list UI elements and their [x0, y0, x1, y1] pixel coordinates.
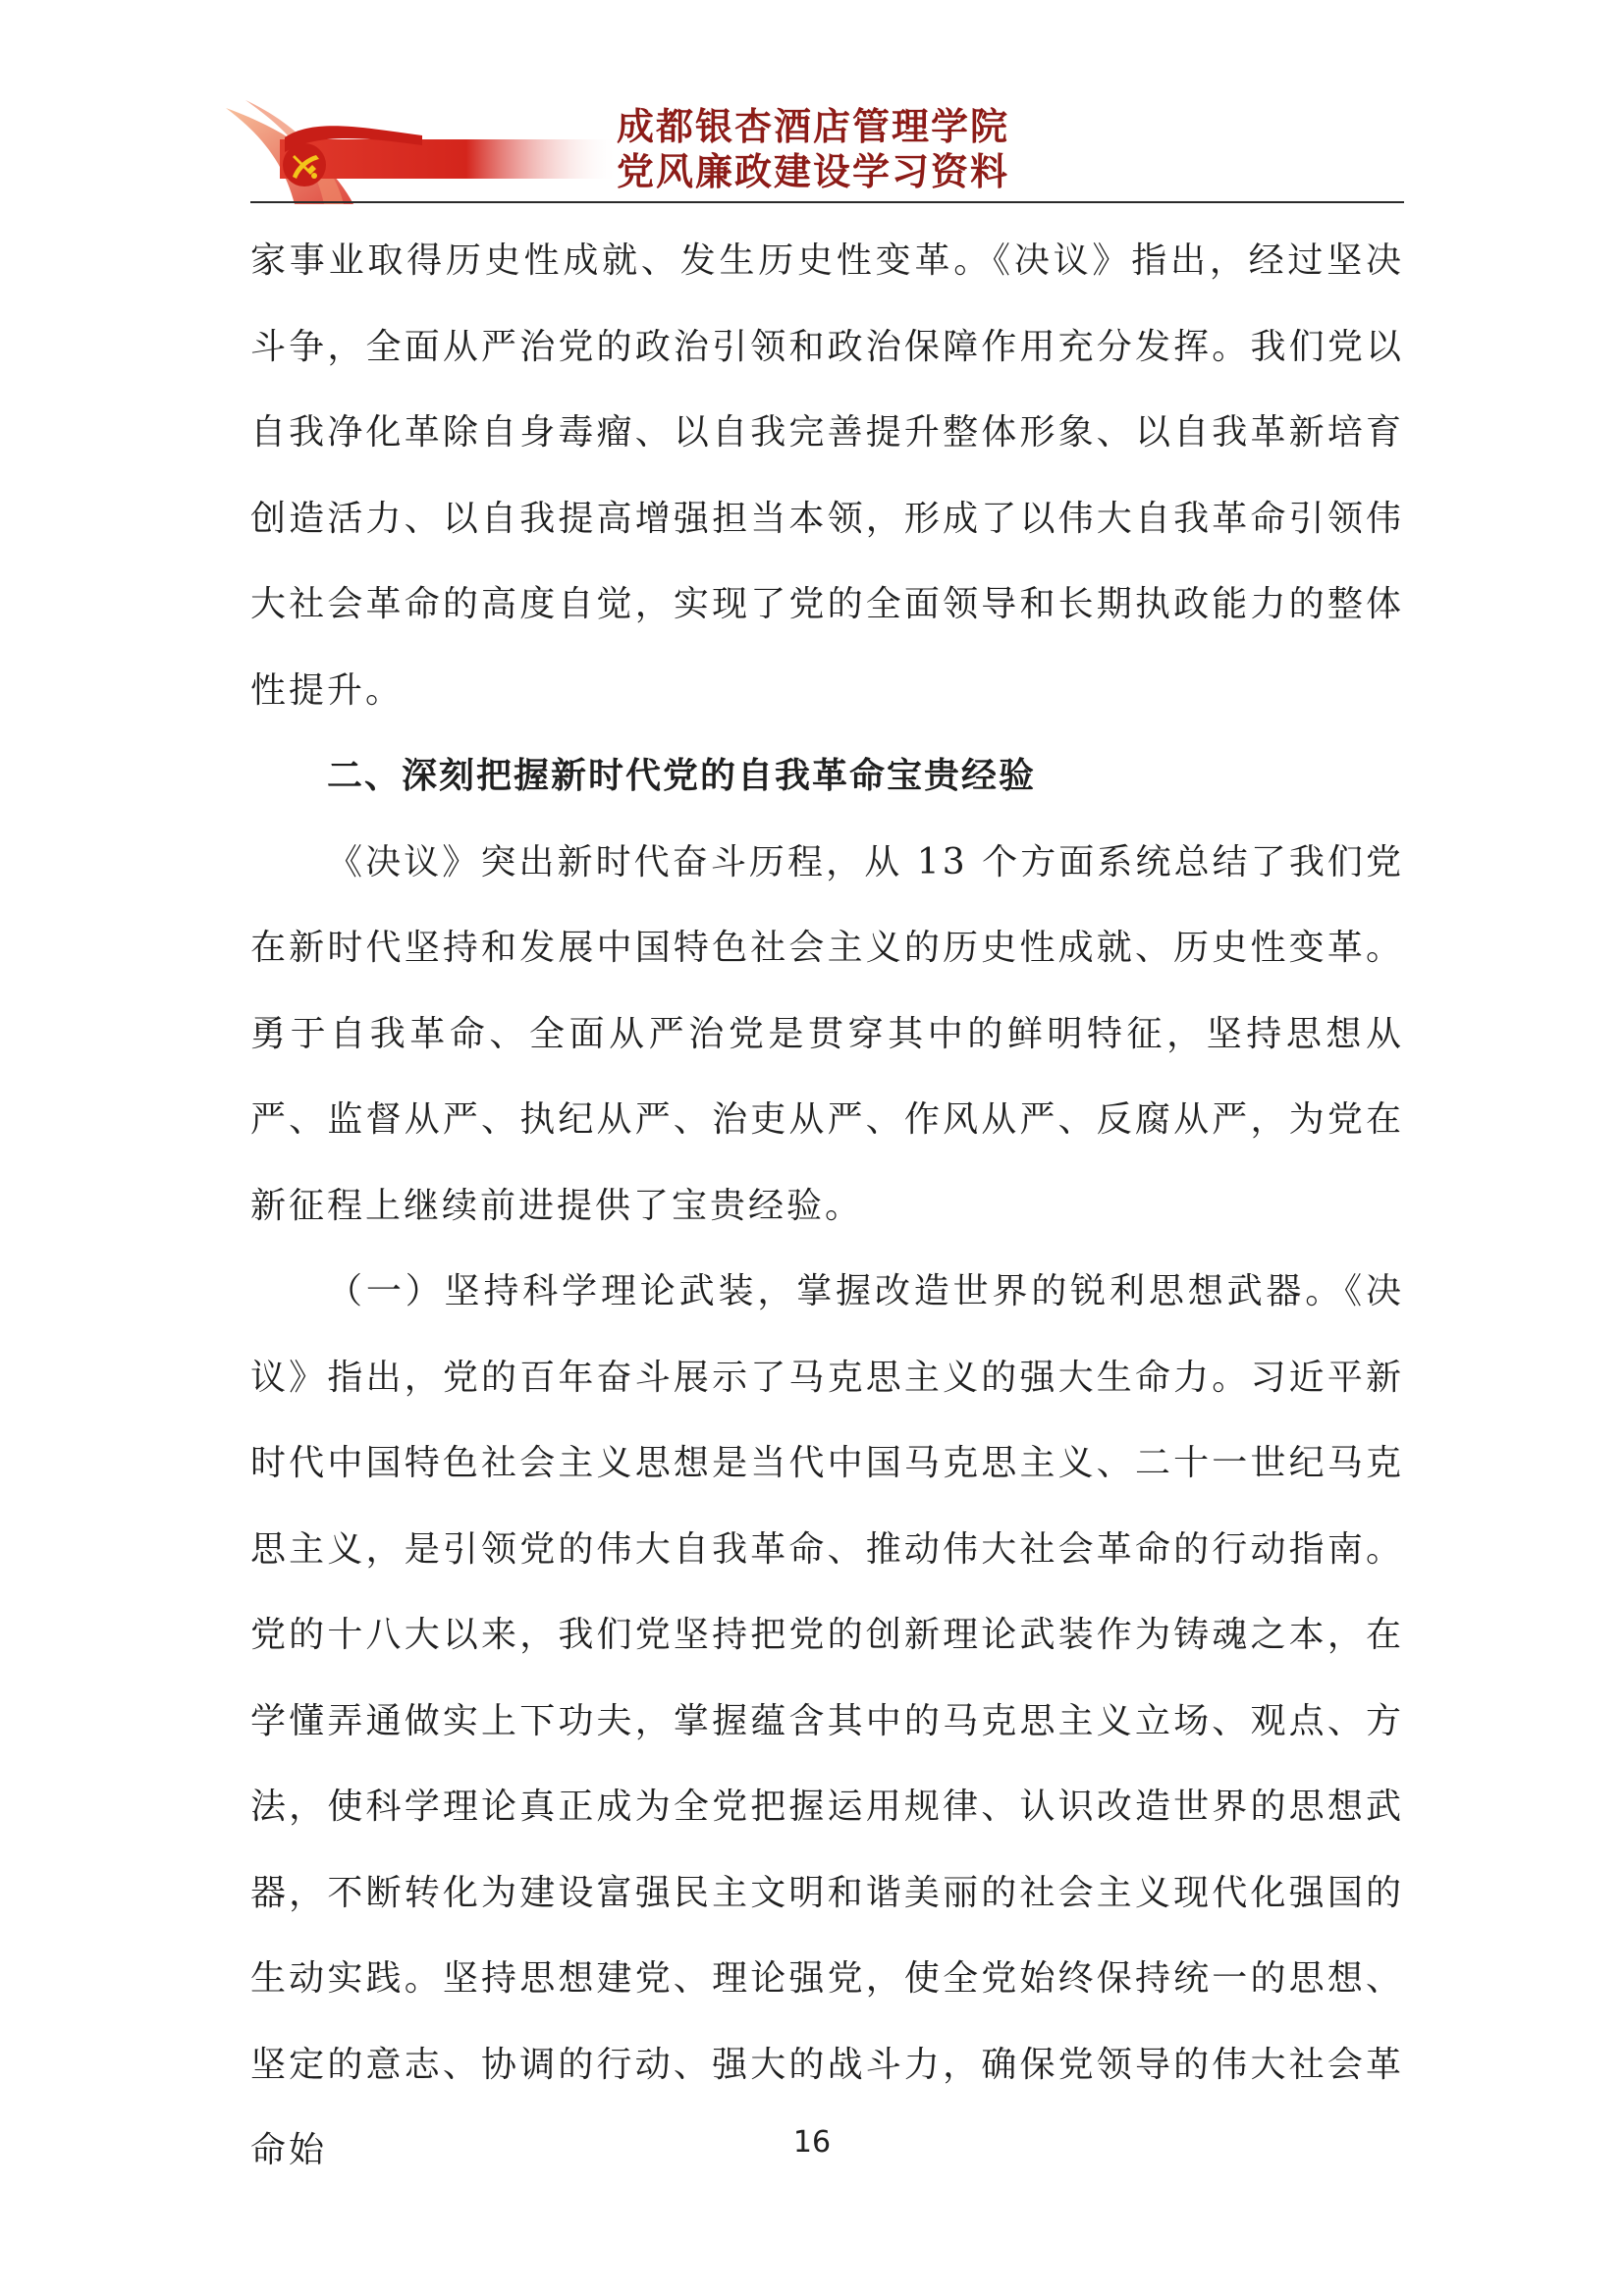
- header-title-line2: 党风廉政建设学习资料: [617, 149, 1010, 193]
- header-divider: [250, 201, 1404, 203]
- document-header: [226, 98, 1404, 204]
- document-body: [250, 218, 1404, 2194]
- page-number: 16: [792, 2125, 832, 2160]
- paragraph: 《决议》突出新时代奋斗历程，从 13 个方面系统总结了我们党在新时代坚持和发展中国特色社会主义的历史性成就、历史性变革。勇于自我革命、全面从严治党是贯穿其中的鲜明特征，坚持思想从严、监督从严、执纪从严、治吏从严、作风从严、反腐从严，为党在新征程上继续前进提供了宝贵经验。: [250, 841, 1404, 1226]
- header-title-line1: 成都银杏酒店管理学院: [617, 104, 1010, 148]
- party-emblem-icon: [283, 143, 326, 187]
- section-heading: 二、深刻把握新时代党的自我革命宝贵经验: [327, 755, 1037, 796]
- paragraph: （一）坚持科学理论武装，掌握改造世界的锐利思想武器。《决议》指出，党的百年奋斗展示了马克思主义的强大生命力。习近平新时代中国特色社会主义思想是当代中国马克思主义、二十一世纪马克思主义，是引领党的伟大自我革命、推动伟大社会革命的行动指南。党的十八大以来，我们党坚持把党的创新理论武装作为铸魂之本，在学懂弄通做实上下功夫，掌握蕴含其中的马克思主义立场、观点、方法，使科学理论真正成为全党把握运用规律、认识改造世界的思想武器，不断转化为建设富强民主文明和谐美丽的社会主义现代化强国的生动实践。坚持思想建党、理论强党，使全党始终保持统一的思想、坚定的意志、协调的行动、强大的战斗力，确保党领导的伟大社会革命始: [250, 1271, 1404, 2170]
- paragraph-continuation: 家事业取得历史性成就、发生历史性变革。《决议》指出，经过坚决斗争，全面从严治党的政治引领和政治保障作用充分发挥。我们党以自我净化革除自身毒瘤、以自我完善提升整体形象、以自我革新培育创造活力、以自我提高增强担当本领，形成了以伟大自我革命引领伟大社会革命的高度自觉，实现了党的全面领导和长期执政能力的整体性提升。: [250, 240, 1404, 711]
- header-title: [617, 104, 1009, 194]
- party-emblem-banner: [226, 98, 619, 204]
